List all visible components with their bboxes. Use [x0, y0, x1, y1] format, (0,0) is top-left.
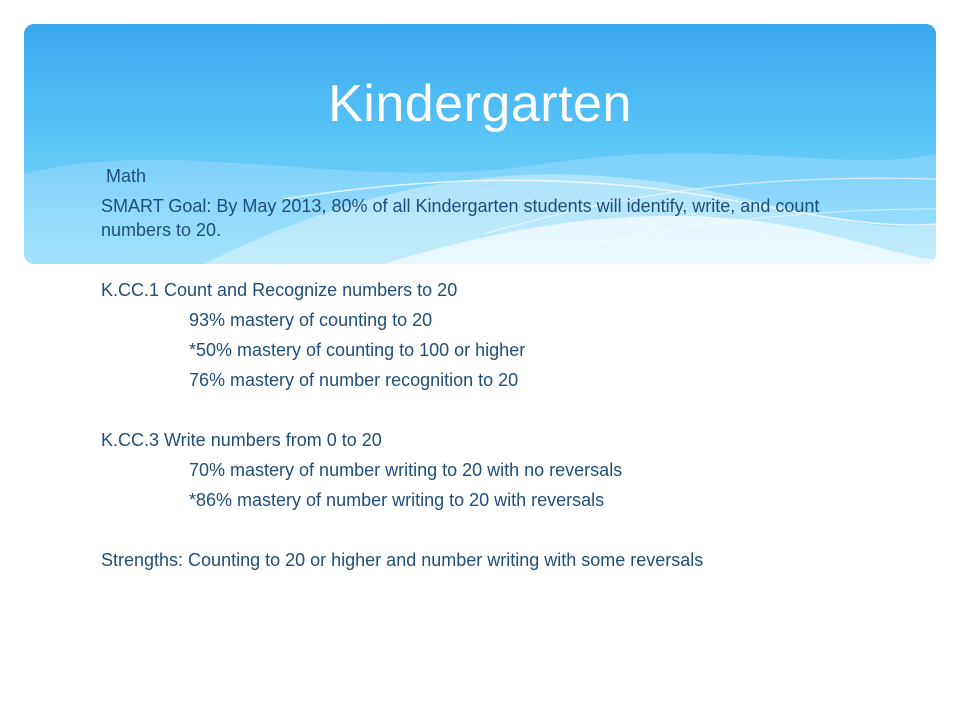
list-item: 70% mastery of number writing to 20 with no reversals	[189, 460, 623, 480]
section-heading-kcc1: K.CC.1 Count and Recognize numbers to 20	[101, 280, 458, 300]
slide-title: Kindergarten	[328, 75, 632, 133]
list-item: *86% mastery of number writing to 20 with reversals	[189, 490, 605, 510]
section-heading-kcc3: K.CC.3 Write numbers from 0 to 20	[101, 430, 382, 450]
list-item: 93% mastery of counting to 20	[189, 310, 433, 330]
strengths-note: Strengths: Counting to 20 or higher and number writing with some reversals	[101, 550, 704, 570]
list-item: *50% mastery of counting to 100 or higher	[189, 340, 526, 360]
slide-body	[101, 164, 861, 572]
subject-label: Math	[106, 166, 147, 186]
smart-goal: SMART Goal: By May 2013, 80% of all Kindergarten students will identify, write, and count numbers to 20.	[101, 196, 820, 240]
list-item: 76% mastery of number recognition to 20	[189, 370, 519, 390]
